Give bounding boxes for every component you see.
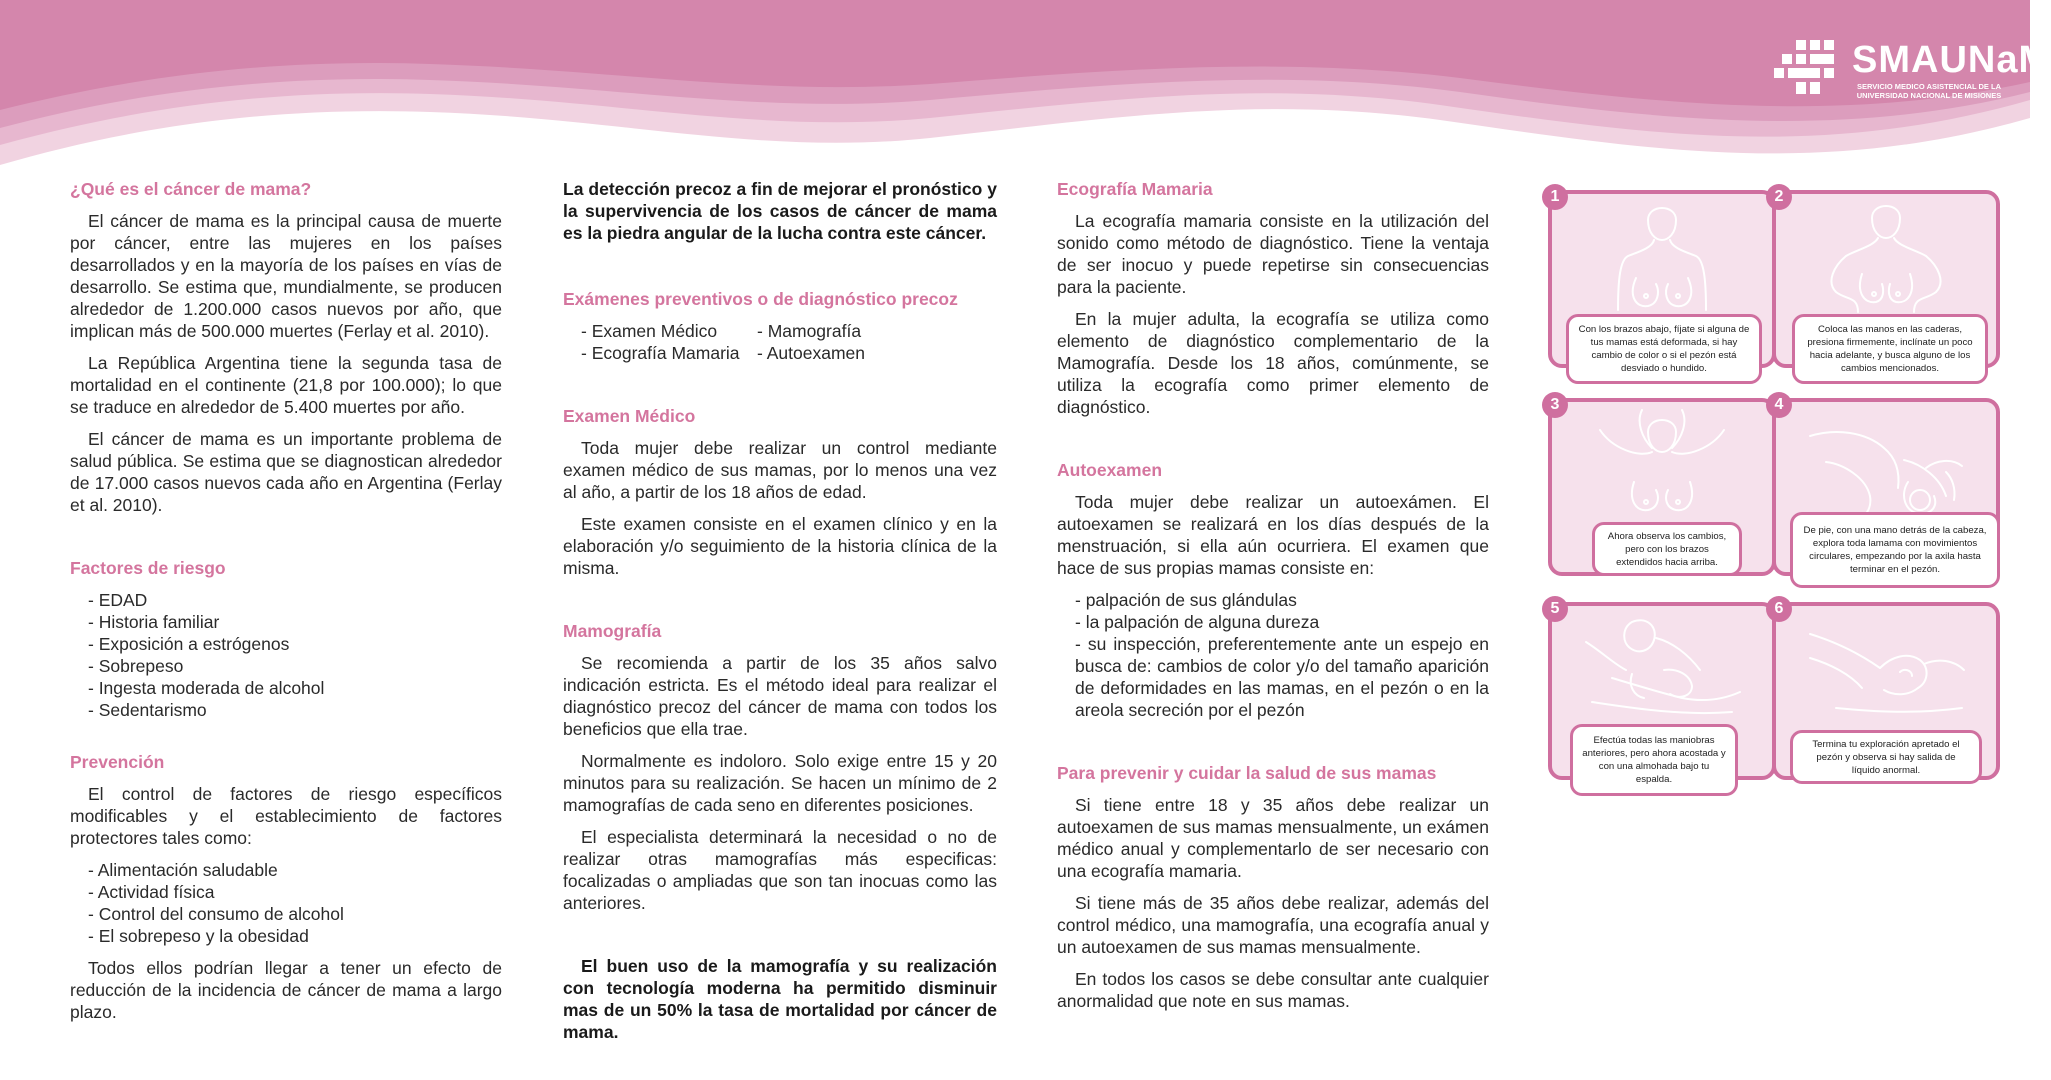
paragraph: En la mujer adulta, la ecografía se utiliza como elemento de diagnóstico complementario de la Mamografía. Desde los 18 años, comúnmente, se utiliza la ecografía como primer elemento de diagnóstico. [1057,309,1489,417]
step-caption: Termina tu exploración apretado el pezón y observa si hay salida de líquido anormal. [1790,730,1982,784]
brand-name: SMAUNaM [1852,39,2051,81]
list-item: - Autoexamen [757,343,865,363]
step-caption: Efectúa todas las maniobras anteriores, pero ahora acostada y con una almohada bajo tu espalda. [1570,724,1738,796]
paragraph: Normalmente es indoloro. Solo exige entre 15 y 20 minutos para su realización. Se hacen un mínimo de 2 mamografías de cada seno en diferentes posiciones. [563,751,997,815]
list-item: - palpación de sus glándulas [1075,590,1297,610]
step-caption: Con los brazos abajo, fíjate si alguna de tus mamas está deformada, si hay cambio de color o si el pezón está desviado o hundido. [1566,314,1762,384]
paragraph: En todos los casos se debe consultar ante cualquier anormalidad que note en sus mamas. [1057,969,1489,1011]
list-item: - su inspección, preferentemente ante un espejo en busca de: cambios de color y/o del tamaño aparición de deformidades en las mamas, en el pezón o en la areola secreción por el pezón [1075,634,1489,720]
list-item: - Exposición a estrógenos [88,634,290,654]
nipple-squeeze-icon [1796,612,1976,732]
step-number: 5 [1542,596,1568,622]
heading-factores-riesgo: Factores de riesgo [70,558,226,578]
paragraph: La ecografía mamaria consiste en la utilización del sonido como método de diagnóstico. Tiene la ventaja de ser inocuo y puede repetirse sin consecuencias para la paciente. [1057,211,1489,297]
list-item: - la palpación de alguna dureza [1075,612,1320,632]
list-item: - Mamografía [757,321,862,341]
header-wave-band [0,0,2030,175]
step-number: 4 [1766,392,1792,418]
paragraph: Toda mujer debe realizar un control mediante examen médico de sus mamas, por lo menos una vez al año, a partir de los 18 años de edad. [563,438,997,502]
paragraph: La República Argentina tiene la segunda tasa de mortalidad en el continente (21,8 por 100.000); lo que se traduce en alrededor de 5.400 muertes por año. [70,353,502,417]
step-caption: De pie, con una mano detrás de la cabeza, explora toda lamama con movimientos circulares, empezando por la axila hasta terminar en el pezón. [1790,512,2000,588]
brand-subtitle: SERVICIO MEDICO ASISTENCIAL DE LA UNIVERSIDAD NACIONAL DE MISIONES [1856,82,2002,100]
list-item: - Examen Médico [581,321,718,341]
woman-hands-on-hips-icon [1796,200,1976,320]
heading-prevenir: Para prevenir y cuidar la salud de sus mamas [1057,763,1437,783]
heading-mamografia: Mamografía [563,621,662,641]
step-number: 3 [1542,392,1568,418]
paragraph: Se recomienda a partir de los 35 años salvo indicación estricta. Es el método ideal para realizar el diagnóstico precoz del cáncer de mama con todos los beneficios que ella trae. [563,653,997,739]
step-3 [1548,398,1798,598]
list-item: - Alimentación saludable [88,860,278,880]
step-2 [1772,190,2022,390]
circular-palpation-icon [1796,408,1976,528]
step-caption: Coloca las manos en las caderas, presiona firmemente, inclínate un poco hacia adelante, y busca alguno de los cambios mencionados. [1792,314,1988,384]
list-item: - Ingesta moderada de alcohol [88,678,325,698]
list-item: - Historia familiar [88,612,220,632]
selfexam-list [1057,589,1489,721]
column-1 [70,178,502,1023]
heading-ecografia: Ecografía Mamaria [1057,179,1213,199]
heading-autoexamen: Autoexamen [1057,460,1163,480]
step-5 [1548,602,1798,802]
step-6 [1772,602,2022,802]
step-number: 2 [1766,184,1792,210]
step-number: 6 [1766,596,1792,622]
step-caption: Ahora observa los cambios, pero con los brazos extendidos hacia arriba. [1592,522,1742,576]
step-number: 1 [1542,184,1568,210]
heading-examenes: Exámenes preventivos o de diagnóstico precoz [563,289,958,309]
list-item: - Ecografía Mamaria [581,343,740,363]
brand-logo [1772,38,2051,100]
paragraph: Este examen consiste en el examen clínico y en la elaboración y/o seguimiento de la historia clínica de la misma. [563,514,997,578]
paragraph: Todos ellos podrían llegar a tener un efecto de reducción de la incidencia de cáncer de mama a largo plazo. [70,958,502,1022]
step-1 [1548,190,1798,390]
paragraph: El control de factores de riesgo específicos modificables y el establecimiento de factores protectores tales como: [70,784,502,848]
heading-examen-medico: Examen Médico [563,406,696,426]
paragraph: Toda mujer debe realizar un autoexámen. El autoexamen se realizará en los días después de la menstruación, si ella aún ocurriera. El examen que hace de sus propias mamas consiste en: [1057,492,1489,578]
heading-que-es: ¿Qué es el cáncer de mama? [70,179,312,199]
step-4 [1772,398,2022,598]
list-item: - Actividad física [88,882,215,902]
paragraph: El cáncer de mama es un importante problema de salud pública. Se estima que se diagnostican alrededor de 17.000 casos nuevos cada año en Argentina (Ferlay et al. 2010). [70,429,502,515]
list-item: - EDAD [88,590,148,610]
woman-arms-up-icon [1572,408,1752,528]
column-3 [1057,178,1489,1012]
woman-lying-down-icon [1572,612,1752,732]
paragraph: El especialista determinará la necesidad o no de realizar otras mamografías más especificas: focalizadas o ampliadas que son tan inocuas como las anteriores. [563,827,997,913]
risk-factors-list [70,589,502,721]
list-item: - El sobrepeso y la obesidad [88,926,309,946]
lead-paragraph: La detección precoz a fin de mejorar el pronóstico y la supervivencia de los casos de cáncer de mama es la piedra angular de la lucha contra este cáncer. [563,179,997,243]
protective-factors-list [70,859,502,947]
woman-arms-down-icon [1572,200,1752,320]
closing-paragraph: El buen uso de la mamografía y su realización con tecnología moderna ha permitido disminuir mas de un 50% la tasa de mortalidad por cáncer de mama. [563,956,997,1042]
list-item: - Sedentarismo [88,700,207,720]
list-item: - Sobrepeso [88,656,184,676]
paragraph: El cáncer de mama es la principal causa de muerte por cáncer, entre las mujeres en los países desarrollados y en la mayoría de los países en vías de desarrollo. Se estima que, mundialmente, se producen alrededor de 1.200.000 casos nuevos por año, que implican más de 500.000 muertes (Ferlay et al. 2010). [70,211,502,341]
paragraph: Si tiene entre 18 y 35 años debe realizar un autoexamen de sus mamas mensualmente, un exámen médico anual y complementarlo de ser necesario con una ecografía mamaria. [1057,795,1489,881]
paragraph: Si tiene más de 35 años debe realizar, además del control médico, una mamografía, una ecografía anual y un autoexamen de sus mamas mensualmente. [1057,893,1489,957]
list-item: - Control del consumo de alcohol [88,904,344,924]
cross-logo-icon [1772,38,1848,98]
heading-prevencion: Prevención [70,752,165,772]
column-2 [563,178,997,1043]
exams-list [563,320,997,364]
